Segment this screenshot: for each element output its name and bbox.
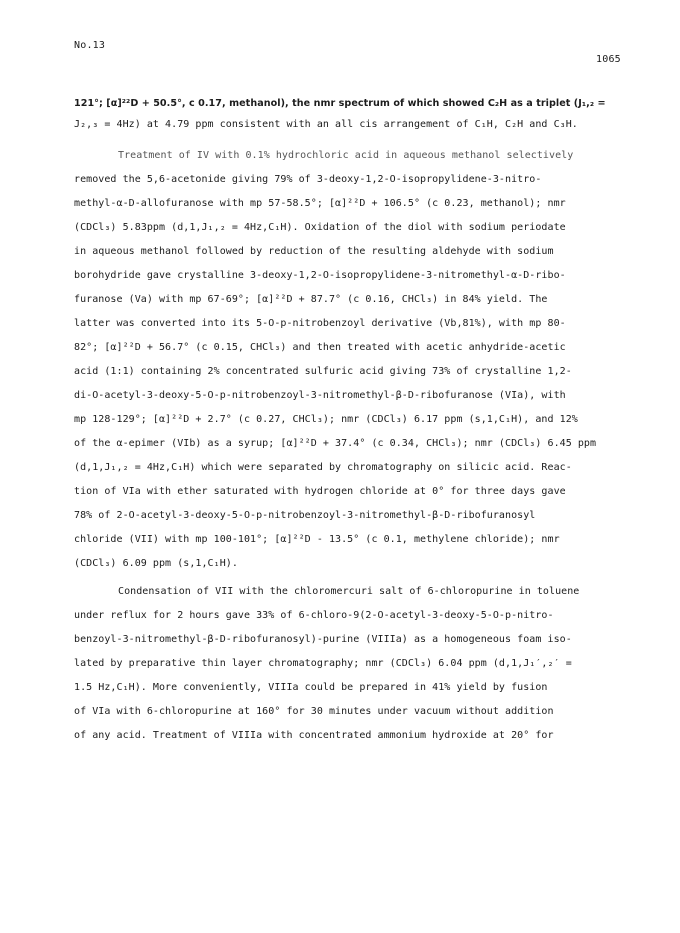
paragraph-start: Condensation of VII with the chloromercuri salt of 6-chloropurine in toluene — [118, 586, 580, 597]
text-line: 1.5 Hz,C₁H). More conveniently, VIIIa could be prepared in 41% yield by fusion — [74, 682, 548, 693]
text-line: of the α-epimer (VIb) as a syrup; [α]²²D + 37.4° (c 0.34, CHCl₃); nmr (CDCl₃) 6.45 ppm — [74, 438, 597, 449]
text-line: benzoyl-3-nitromethyl-β-D-ribofuranosyl)-purine (VIIIa) as a homogeneous foam iso- — [74, 634, 572, 645]
text-line: di-O-acetyl-3-deoxy-5-O-p-nitrobenzoyl-3-nitromethyl-β-D-ribofuranose (VIa), with — [74, 390, 566, 401]
text-line: mp 128-129°; [α]²²D + 2.7° (c 0.27, CHCl₃); nmr (CDCl₃) 6.17 ppm (s,1,C₁H), and 12% — [74, 414, 578, 425]
text-line: (CDCl₃) 6.09 ppm (s,1,C₁H). — [74, 558, 238, 569]
text-line: 121°; [α]²²D + 50.5°, c 0.17, methanol), the nmr spectrum of which showed C₂H as a triplet (J₁,₂ = — [74, 98, 606, 109]
text-line: (d,1,J₁,₂ = 4Hz,C₁H) which were separated by chromatography on silicic acid. Reac- — [74, 462, 572, 473]
paragraph-start: Treatment of IV with 0.1% hydrochloric acid in aqueous methanol selectively — [118, 150, 574, 161]
text-line: methyl-α-D-allofuranose with mp 57-58.5°; [α]²²D + 106.5° (c 0.23, methanol); nmr — [74, 198, 566, 209]
text-line: chloride (VII) with mp 100-101°; [α]²²D - 13.5° (c 0.1, methylene chloride); nmr — [74, 534, 560, 545]
page-number: 1065 — [596, 54, 621, 65]
text-line: 82°; [α]²²D + 56.7° (c 0.15, CHCl₃) and then treated with acetic anhydride-acetic — [74, 342, 566, 353]
text-line: furanose (Va) with mp 67-69°; [α]²²D + 87.7° (c 0.16, CHCl₃) in 84% yield. The — [74, 294, 548, 305]
text-line: under reflux for 2 hours gave 33% of 6-chloro-9(2-O-acetyl-3-deoxy-5-O-p-nitro- — [74, 610, 554, 621]
journal-issue: No.13 — [74, 40, 106, 51]
text-line: lated by preparative thin layer chromatography; nmr (CDCl₃) 6.04 ppm (d,1,J₁′,₂′ = — [74, 658, 572, 669]
text-line: removed the 5,6-acetonide giving 79% of 3-deoxy-1,2-O-isopropylidene-3-nitro- — [74, 174, 542, 185]
text-line: borohydride gave crystalline 3-deoxy-1,2-O-isopropylidene-3-nitromethyl-α-D-ribo- — [74, 270, 566, 281]
text-line: latter was converted into its 5-O-p-nitrobenzoyl derivative (Vb,81%), with mp 80- — [74, 318, 566, 329]
text-line: 78% of 2-O-acetyl-3-deoxy-5-O-p-nitrobenzoyl-3-nitromethyl-β-D-ribofuranosyl — [74, 510, 536, 521]
text-line: acid (1:1) containing 2% concentrated sulfuric acid giving 73% of crystalline 1,2- — [74, 366, 572, 377]
text-line: of VIa with 6-chloropurine at 160° for 30 minutes under vacuum without addition — [74, 706, 554, 717]
text-line: J₂,₃ = 4Hz) at 4.79 ppm consistent with an all cis arrangement of C₁H, C₂H and C₃H. — [74, 119, 578, 130]
text-line: tion of VIa with ether saturated with hydrogen chloride at 0° for three days gave — [74, 486, 566, 497]
text-line: of any acid. Treatment of VIIIa with concentrated ammonium hydroxide at 20° for — [74, 730, 554, 741]
text-line: in aqueous methanol followed by reduction of the resulting aldehyde with sodium — [74, 246, 554, 257]
text-line: (CDCl₃) 5.83ppm (d,1,J₁,₂ = 4Hz,C₁H). Oxidation of the diol with sodium periodate — [74, 222, 566, 233]
